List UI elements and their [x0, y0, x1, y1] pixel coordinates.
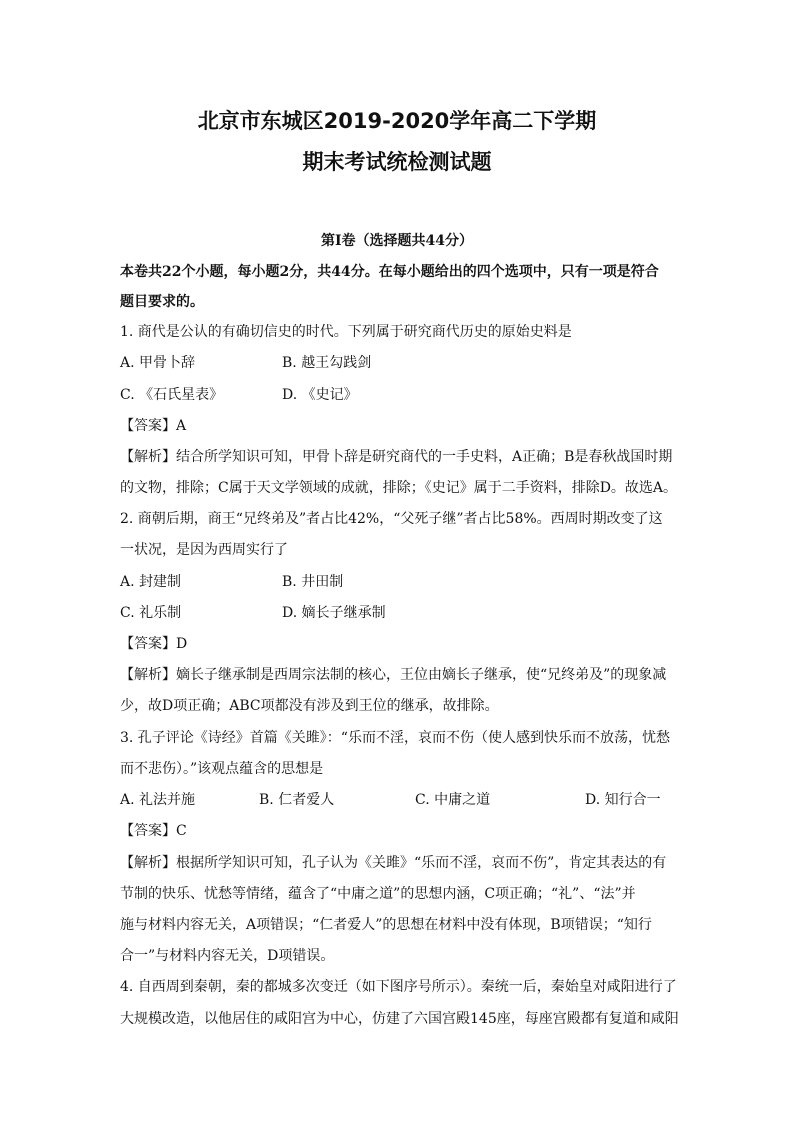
question-stem: 2. 商朝后期，商王“兄终弟及”者占比42%，“父死子继”者占比58%。西周时期改变了这	[120, 511, 663, 527]
question-stem: 4. 自西周到秦朝，秦的都城多次变迁（如下图序号所示）。秦统一后，秦始皇对咸阳进行了	[120, 979, 677, 995]
document-title: 北京市东城区2019-2020学年高二下学期	[197, 109, 597, 133]
question-stem: 而不悲伤）。”该观点蕴含的思想是	[120, 761, 324, 777]
document-subtitle: 期末考试统检测试题	[302, 150, 492, 174]
analysis-line: 【解析】结合所学知识可知，甲骨卜辞是研究商代的一手史料，A正确；B是春秋战国时期	[120, 449, 673, 465]
analysis-line: 的文物，排除；C属于天文学领域的成就，排除；《史记》属于二手资料，排除D。故选A。	[120, 480, 678, 496]
option-b: B. 井田制	[282, 574, 344, 590]
section-heading: 第Ⅰ卷（选择题共44分）	[320, 233, 474, 249]
analysis-line: 【解析】根据所学知识可知，孔子认为《关雎》“乐而不淫，哀而不伤”，肯定其表达的有	[120, 855, 667, 871]
answer-line: 【答案】C	[120, 823, 187, 839]
option-c: C. 礼乐制	[120, 605, 182, 621]
answer-line: 【答案】A	[120, 418, 187, 434]
question-stem: 大规模改造，以他居住的咸阳宫为中心，仿建了六国宫殿145座，每座宫殿都有复道和咸阳	[120, 1011, 679, 1027]
analysis-line: 【解析】嫡长子继承制是西周宗法制的核心，王位由嫡长子继承，使“兄终弟及”的现象减	[120, 667, 667, 683]
analysis-line: 节制的快乐、忧愁等情绪，蕴含了“中庸之道”的思想内涵，C项正确；“礼”、“法”并	[120, 886, 636, 902]
option-d: D. 嫡长子继承制	[282, 605, 386, 621]
answer-line: 【答案】D	[120, 636, 188, 652]
analysis-line: 少，故D项正确；ABC项都没有涉及到王位的继承，故排除。	[120, 698, 499, 714]
question-stem: 3. 孔子评论《诗经》首篇《关雎》：“乐而不淫，哀而不伤（使人感到快乐而不放荡，忧愁	[120, 730, 670, 746]
instructions-line: 本卷共22个小题，每小题2分，共44分。在每小题给出的四个选项中，只有一项是符合	[120, 264, 659, 280]
option-c: C. 《石氏星表》	[120, 387, 224, 403]
option-d: D. 知行合一	[585, 792, 661, 808]
option-a: A. 甲骨卜辞	[120, 355, 196, 371]
option-d: D. 《史记》	[282, 387, 358, 403]
question-stem: 一状况，是因为西周实行了	[120, 542, 288, 558]
option-a: A. 礼法并施	[120, 792, 196, 808]
option-c: C. 中庸之道	[415, 792, 491, 808]
instructions-line: 题目要求的。	[120, 294, 204, 310]
analysis-line: 合一”与材料内容无关，D项错误。	[120, 948, 335, 964]
option-a: A. 封建制	[120, 574, 182, 590]
analysis-line: 施与材料内容无关，A项错误；“仁者爱人”的思想在材料中没有体现，B项错误；“知行	[120, 917, 652, 933]
option-b: B. 越王勾践剑	[282, 355, 372, 371]
option-b: B. 仁者爱人	[259, 792, 335, 808]
question-stem: 1. 商代是公认的有确切信史的时代。下列属于研究商代历史的原始史料是	[120, 324, 572, 340]
